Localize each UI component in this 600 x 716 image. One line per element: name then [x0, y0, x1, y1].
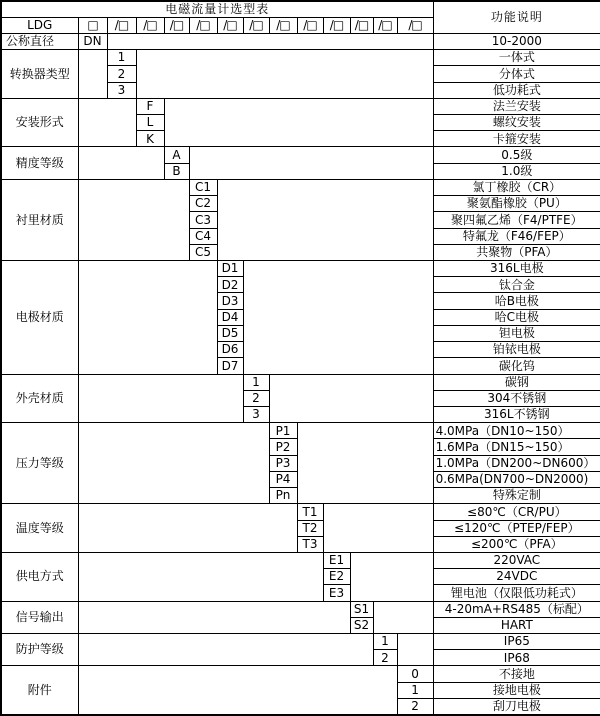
code-cell: C1 [189, 179, 217, 195]
description-cell: 316L不锈钢 [433, 406, 600, 422]
code-cell: 3 [243, 406, 269, 422]
code-box-cell: /□ [397, 17, 433, 33]
code-box-cell: /□ [297, 17, 323, 33]
code-cell: P2 [269, 439, 297, 455]
code-cell: E3 [323, 585, 350, 601]
code-box-cell: /□ [350, 17, 373, 33]
category-label: 压力等级 [1, 423, 78, 504]
code-cell: D1 [217, 261, 243, 277]
description-cell: 碳化钨 [433, 358, 600, 374]
code-cell: T2 [297, 520, 323, 536]
code-cell: DN [78, 33, 107, 49]
description-cell: 铂铱电极 [433, 342, 600, 358]
category-label: 信号输出 [1, 601, 78, 633]
description-cell: 螺纹安装 [433, 115, 600, 131]
description-cell: 1.0MPa（DN200~DN600） [433, 455, 600, 471]
description-cell: 0.5级 [433, 147, 600, 163]
description-cell: 接地电极 [433, 682, 600, 698]
category-label: 公称直径 [1, 33, 78, 49]
code-cell: C5 [189, 244, 217, 260]
code-cell: E1 [323, 552, 350, 568]
spacer-cell [78, 261, 217, 375]
code-cell: P3 [269, 455, 297, 471]
code-cell: D6 [217, 342, 243, 358]
code-cell: 0 [397, 666, 433, 682]
description-cell: 氯丁橡胶（CR） [433, 179, 600, 195]
description-cell: 不接地 [433, 666, 600, 682]
code-cell: S1 [350, 601, 373, 617]
description-cell: 碳钢 [433, 374, 600, 390]
description-cell: HART [433, 617, 600, 633]
description-cell: 1.6MPa（DN15~150） [433, 439, 600, 455]
description-cell: 钛合金 [433, 277, 600, 293]
code-cell: 3 [107, 82, 136, 98]
description-cell: 4-20mA+RS485（标配） [433, 601, 600, 617]
description-cell: ≤200℃（PFA） [433, 536, 600, 552]
spacer-cell [78, 504, 297, 553]
category-label: 外壳材质 [1, 374, 78, 423]
code-box-cell: /□ [107, 17, 136, 33]
description-cell: 特殊定制 [433, 488, 600, 504]
category-label: 精度等级 [1, 147, 78, 179]
code-box-cell: /□ [136, 17, 164, 33]
code-cell: D3 [217, 293, 243, 309]
description-cell: 哈C电极 [433, 309, 600, 325]
spacer-cell [136, 50, 433, 99]
code-box-cell: /□ [373, 17, 397, 33]
spacer-cell [269, 374, 433, 423]
code-cell: 1 [107, 50, 136, 66]
description-cell: ≤120℃（PTEP/FEP） [433, 520, 600, 536]
category-label: 供电方式 [1, 552, 78, 601]
code-box-cell: /□ [217, 17, 243, 33]
description-cell: 10-2000 [433, 33, 600, 49]
code-cell: 2 [107, 66, 136, 82]
description-cell: 卡箍安装 [433, 131, 600, 147]
code-cell: 1 [243, 374, 269, 390]
code-box-cell: □ [78, 17, 107, 33]
code-cell: B [164, 163, 189, 179]
description-cell: 4.0MPa（DN10~150） [433, 423, 600, 439]
code-cell: D2 [217, 277, 243, 293]
code-cell: P4 [269, 471, 297, 487]
description-cell: 锂电池（仅限低功耗式） [433, 585, 600, 601]
spacer-cell [78, 601, 350, 633]
spacer-cell [243, 261, 433, 375]
description-cell: 220VAC [433, 552, 600, 568]
code-cell: P1 [269, 423, 297, 439]
code-box-cell: /□ [243, 17, 269, 33]
code-box-cell: /□ [164, 17, 189, 33]
description-cell: 304不锈钢 [433, 390, 600, 406]
spacer-cell [78, 374, 243, 423]
spacer-cell [217, 179, 433, 260]
description-cell: 分体式 [433, 66, 600, 82]
category-label: 电极材质 [1, 261, 78, 375]
description-cell: 共聚物（PFA） [433, 244, 600, 260]
category-label: 转换器类型 [1, 50, 78, 99]
category-label: 附件 [1, 666, 78, 715]
code-cell: 1 [397, 682, 433, 698]
spacer-cell [78, 179, 189, 260]
spacer-cell [78, 666, 397, 715]
spacer-cell [78, 423, 269, 504]
code-cell: 2 [397, 698, 433, 715]
description-cell: 聚氨酯橡胶（PU） [433, 196, 600, 212]
category-label: 安装形式 [1, 98, 78, 147]
spacer-cell [189, 147, 433, 179]
description-cell: IP68 [433, 650, 600, 666]
code-box-cell: /□ [323, 17, 350, 33]
spacer-cell [78, 98, 136, 147]
code-cell: D4 [217, 309, 243, 325]
spacer-cell [397, 634, 433, 666]
description-cell: 316L电极 [433, 261, 600, 277]
description-cell: 哈B电极 [433, 293, 600, 309]
code-cell: T3 [297, 536, 323, 552]
code-cell: T1 [297, 504, 323, 520]
code-cell: S2 [350, 617, 373, 633]
code-cell: A [164, 147, 189, 163]
spacer-cell [323, 504, 433, 553]
code-cell: Pn [269, 488, 297, 504]
spacer-cell [373, 601, 433, 633]
description-cell: 刮刀电极 [433, 698, 600, 715]
code-cell: D7 [217, 358, 243, 374]
code-cell: D5 [217, 325, 243, 341]
description-cell: IP65 [433, 634, 600, 650]
spacer-cell [78, 147, 164, 179]
description-cell: 0.6MPa(DN700~DN2000) [433, 471, 600, 487]
code-cell: C3 [189, 212, 217, 228]
description-cell: 一体式 [433, 50, 600, 66]
spacer-cell [297, 423, 433, 504]
model-prefix-cell: LDG [1, 17, 78, 33]
code-cell: 2 [373, 650, 397, 666]
spacer-cell [78, 634, 373, 666]
description-cell: 特氟龙（F46/FEP） [433, 228, 600, 244]
spacer-cell [78, 552, 323, 601]
code-cell: F [136, 98, 164, 114]
description-cell: 低功耗式 [433, 82, 600, 98]
code-cell: E2 [323, 569, 350, 585]
page-title: 电磁流量计选型表 [1, 1, 433, 17]
spacer-cell [164, 98, 433, 147]
function-column-header: 功能说明 [433, 1, 600, 33]
spacer-cell [350, 552, 433, 601]
spacer-cell [107, 33, 433, 49]
category-label: 防护等级 [1, 634, 78, 666]
code-cell: C2 [189, 196, 217, 212]
description-cell: 聚四氟乙烯（F4/PTFE） [433, 212, 600, 228]
code-cell: K [136, 131, 164, 147]
code-cell: C4 [189, 228, 217, 244]
description-cell: 24VDC [433, 569, 600, 585]
code-cell: 2 [243, 390, 269, 406]
code-box-cell: /□ [269, 17, 297, 33]
category-label: 衬里材质 [1, 179, 78, 260]
code-cell: L [136, 115, 164, 131]
category-label: 温度等级 [1, 504, 78, 553]
code-cell: 1 [373, 634, 397, 650]
spacer-cell [78, 50, 107, 99]
code-box-cell: /□ [189, 17, 217, 33]
description-cell: ≤80℃（CR/PU） [433, 504, 600, 520]
description-cell: 法兰安装 [433, 98, 600, 114]
description-cell: 1.0级 [433, 163, 600, 179]
description-cell: 钽电极 [433, 325, 600, 341]
